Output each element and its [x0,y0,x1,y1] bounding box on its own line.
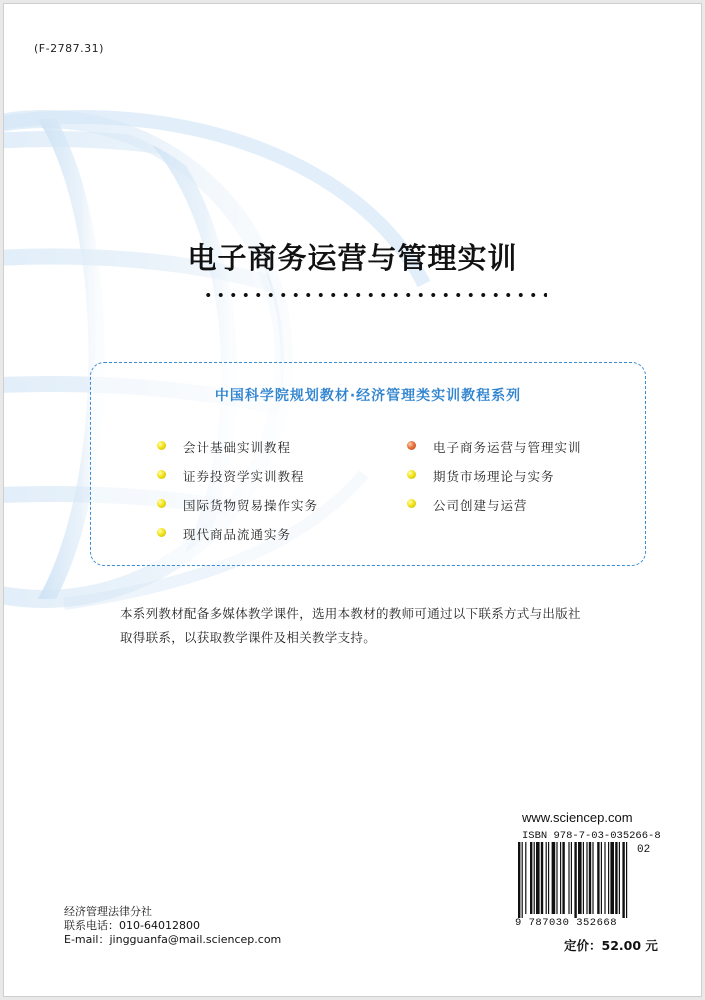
isbn-number: ISBN 978-7-03-035266-8 [522,830,661,842]
barcode-bar [571,842,572,914]
bullet-icon [157,528,166,537]
barcode-bar [619,842,620,914]
bullet-icon [407,470,416,479]
series-item-label: 公司创建与运营 [433,498,528,513]
barcode-bar [556,842,557,914]
note-line: 本系列教材配备多媒体教学课件，选用本教材的教师可通过以下联系方式与出版社 [120,606,581,621]
barcode-bar [592,842,593,914]
series-item-label: 电子商务运营与管理实训 [433,440,582,455]
barcode-bar [534,842,535,914]
series-item-label: 证券投资学实训教程 [183,469,305,484]
bullet-icon [157,441,166,450]
series-item-label: 现代商品流通实务 [183,527,292,542]
barcode-suffix: 02 [637,844,651,856]
barcode-bar [568,842,569,914]
barcode-bar [574,842,576,918]
series-item-label: 会计基础实训教程 [183,440,292,455]
barcode-bar [560,842,561,914]
barcode-bar [536,842,540,914]
courseware-note [120,602,620,650]
publisher-email: E-mail：jingguanfa@mail.sciencep.com [64,933,282,946]
bullet-icon [157,499,166,508]
publisher-phone: 联系电话：010-64012800 [64,919,200,932]
bullet-highlight-icon [407,441,416,450]
bullet-icon [157,470,166,479]
barcode-bar [530,842,532,914]
barcode-digits: 9 787030 352668 [515,917,618,929]
book-title: 电子商务运营与管理实训 [187,241,518,275]
series-item-label: 期货市场理论与实务 [433,469,555,484]
barcode-bar [589,842,591,914]
book-price: 定价：52.00 元 [564,938,658,953]
barcode-bar [522,842,523,918]
barcode-bar [622,842,624,918]
book-back-cover [3,3,702,997]
barcode-bar [626,842,627,918]
note-line: 取得联系，以获取教学课件及相关教学支持。 [120,630,377,645]
barcode-bar [548,842,549,914]
series-title: 中国科学院规划教材·经济管理类实训教程系列 [214,388,522,404]
publisher-name: 经济管理法律分社 [64,905,152,918]
barcode-bar [562,842,564,914]
barcode-bar [518,842,520,918]
cover-code: (F-2787.31) [34,42,104,55]
barcode-bar [604,842,605,914]
barcode-bar [608,842,609,914]
barcode-bar [525,842,526,914]
bullet-icon [407,499,416,508]
barcode-bar [586,842,587,914]
series-item-label: 国际货物贸易操作实务 [183,498,319,513]
barcode-bar [578,842,582,914]
barcode-bar [552,842,556,914]
barcode-bar [615,842,617,914]
barcode-bar [601,842,602,914]
dotted-divider [202,292,547,298]
barcode-bar [597,842,599,914]
series-box [90,362,646,566]
barcode-bar [583,842,584,914]
publisher-website: www.sciencep.com [522,810,633,825]
barcode-bar [546,842,547,914]
barcode-bar [541,842,543,914]
publisher-contact [64,905,281,947]
barcode-bar [610,842,614,914]
